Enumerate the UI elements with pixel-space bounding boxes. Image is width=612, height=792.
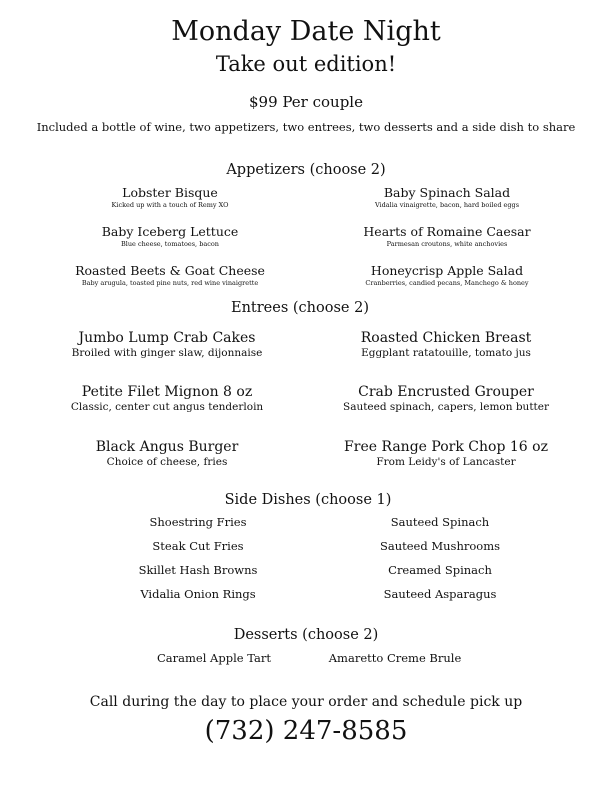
item-desc: Parmesan croutons, white anchovies <box>386 240 508 248</box>
menu-item <box>375 185 519 209</box>
item-name: Lobster Bisque <box>122 185 218 200</box>
side-item: Vidalia Onion Rings <box>140 587 256 601</box>
item-desc: Cranberries, candied pecans, Manchego & honey <box>365 279 529 287</box>
item-name: Petite Filet Mignon 8 oz <box>81 384 253 400</box>
menu-item <box>344 439 548 468</box>
item-name: Hearts of Romaine Caesar <box>363 224 531 239</box>
item-name: Roasted Beets & Goat Cheese <box>75 263 265 278</box>
item-desc: From Leidy's of Lancaster <box>376 456 516 468</box>
menu-item <box>72 330 263 359</box>
menu-item <box>365 263 528 287</box>
side-item: Shoestring Fries <box>149 515 247 529</box>
included-note: Included a bottle of wine, two appetizers, two entrees, two desserts and a side dish to share <box>36 120 576 134</box>
item-desc: Baby arugula, toasted pine nuts, red wine vinaigrette <box>81 279 259 287</box>
side-item: Skillet Hash Browns <box>138 563 258 577</box>
side-item: Creamed Spinach <box>388 563 492 577</box>
item-desc: Sauteed spinach, capers, lemon butter <box>343 401 549 413</box>
entrees-heading: Entrees (choose 2) <box>231 300 369 316</box>
menu-title: Monday Date Night <box>171 16 441 47</box>
item-name: Jumbo Lump Crab Cakes <box>78 330 256 346</box>
side-item: Steak Cut Fries <box>152 539 244 553</box>
dessert-item: Caramel Apple Tart <box>157 651 271 665</box>
appetizers-heading: Appetizers (choose 2) <box>226 162 386 178</box>
menu-item <box>102 224 239 248</box>
item-name: Baby Iceberg Lettuce <box>101 224 239 239</box>
menu-item <box>75 263 265 287</box>
menu-item <box>96 439 239 468</box>
menu-item <box>361 330 532 359</box>
item-name: Baby Spinach Salad <box>383 185 511 200</box>
menu-item <box>343 384 549 413</box>
item-desc: Kicked up with a touch of Remy XO <box>111 201 229 209</box>
side-item: Sauteed Spinach <box>390 515 490 529</box>
dessert-item: Amaretto Creme Brule <box>328 651 462 665</box>
menu-subtitle: Take out edition! <box>215 52 397 76</box>
menu-item <box>363 224 530 248</box>
price: $99 Per couple <box>248 93 363 111</box>
item-desc: Eggplant ratatouille, tomato jus <box>361 347 531 359</box>
item-name: Black Angus Burger <box>95 439 239 455</box>
item-desc: Blue cheese, tomatoes, bacon <box>121 240 219 248</box>
item-name: Roasted Chicken Breast <box>360 330 532 346</box>
item-name: Free Range Pork Chop 16 oz <box>344 439 548 455</box>
call-note: Call during the day to place your order and schedule pick up <box>89 694 523 710</box>
desserts-heading: Desserts (choose 2) <box>233 627 379 643</box>
side-item: Sauteed Asparagus <box>383 587 497 601</box>
item-name: Honeycrisp Apple Salad <box>370 263 524 278</box>
item-desc: Broiled with ginger slaw, dijonnaise <box>71 347 263 359</box>
item-name: Crab Encrusted Grouper <box>358 384 534 400</box>
menu-item <box>71 384 263 413</box>
item-desc: Choice of cheese, fries <box>106 456 228 468</box>
menu-item <box>112 185 229 209</box>
side-item: Sauteed Mushrooms <box>379 539 501 553</box>
item-desc: Classic, center cut angus tenderloin <box>70 401 264 413</box>
phone-number: (732) 247-8585 <box>204 716 408 746</box>
sides-heading: Side Dishes (choose 1) <box>224 492 392 508</box>
item-desc: Vidalia vinaigrette, bacon, hard boiled eggs <box>374 201 520 209</box>
